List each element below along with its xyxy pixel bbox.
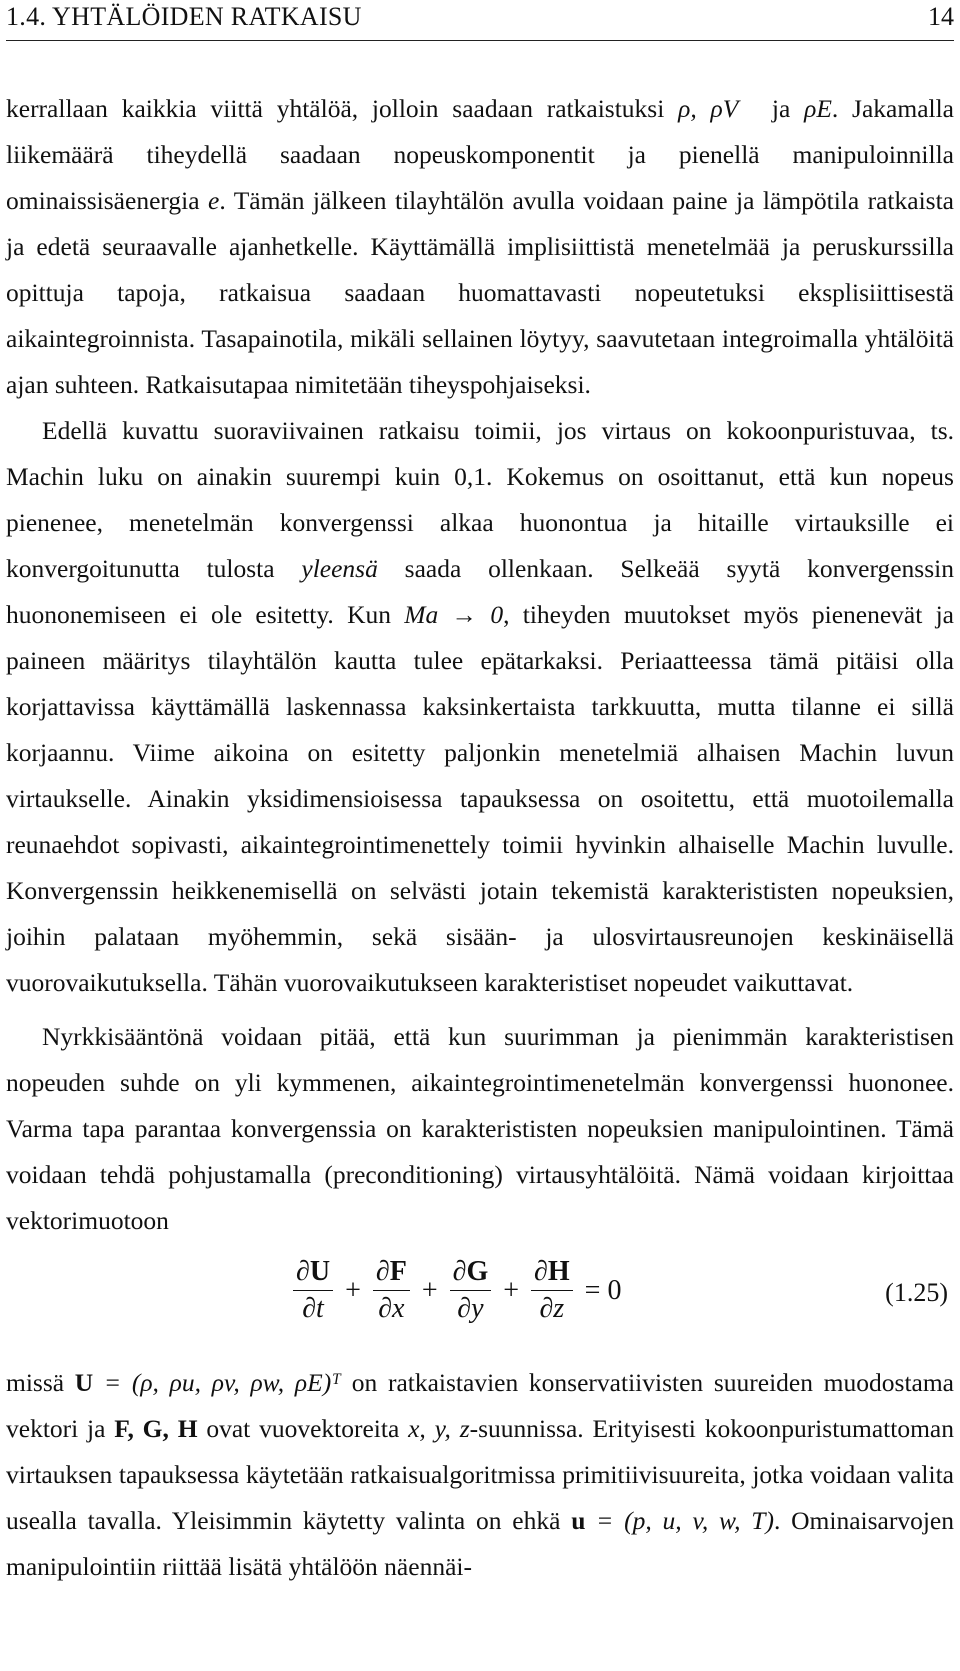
running-header (6, 0, 954, 41)
text: Edellä kuvattu suoraviivainen ratkaisu toimii, jos virtaus on kokoonpuristuvaa, ts. Machin luku on ainakin suurempi kuin 0,1. Kokemus on osoittanut, että kun nopeus pienenee, menetelmän konvergenssi alkaa huonontua ja hitaille virtauksille ei konvergoitunutta tulosta (6, 416, 954, 583)
text: . Tämän jälkeen tilayhtälön avulla voidaan paine ja lämpötila ratkaista ja edetä seuraavalle ajanhetkelle. Käyttämällä implisiittistä menetelmää ja peruskurssilla opittuja tapoja, ratkaisua saadaan huomattavasti nopeutetuksi eksplisiittisestä aikaintegroinnista. Tasapainotila, mikäli sellainen löytyy, saavutetaan integroimalla yhtälöitä ajan suhteen. Ratkaisutapaa nimitetään tiheyspohjaiseksi. (6, 186, 954, 399)
fraction (450, 1256, 492, 1325)
plus-sign: + (345, 1274, 361, 1306)
text: ovat vuovektoreita (197, 1414, 409, 1443)
math-bold: u (571, 1506, 586, 1535)
math-inline: ρ, ρV⃗ (678, 94, 759, 123)
text: -suunnissa. Erityisesti kokoonpuristumattoman virtauksen tapauksessa käytetään ratkaisualgoritmissa primitiivisuureita, jotka voidaan valita usealla tavalla. Yleisimmin käytetty valinta on ehkä (6, 1414, 955, 1535)
paragraph-4 (6, 1360, 954, 1590)
text: . Jakamalla liikemäärä tiheydellä saadaan nopeuskomponentit ja pienellä manipuloinnilla ominaissisäenergia (6, 94, 955, 215)
math-inline: e (208, 186, 220, 215)
equation-rhs: = 0 (584, 1274, 622, 1306)
math-inline: = (ρ, ρu, ρv, ρw, ρE)ᵀ (93, 1368, 342, 1397)
math-inline: = (p, u, v, w, T) (585, 1506, 774, 1535)
paragraph-3 (6, 1014, 954, 1244)
paragraph-1 (6, 86, 954, 408)
fraction (373, 1256, 410, 1325)
fraction (531, 1256, 573, 1325)
text: kerrallaan kaikkia viittä yhtälöä, jolloin saadaan ratkaistuksi (6, 94, 679, 123)
text: . Ominaisarvojen manipulointiin riittää lisätä yhtälöön näennäi- (6, 1506, 954, 1581)
plus-sign: + (503, 1274, 520, 1306)
equation-1-25 (6, 1250, 954, 1346)
numerator: ∂U (293, 1256, 333, 1291)
math-bold: U (74, 1368, 94, 1397)
denominator: ∂y (457, 1293, 484, 1324)
numerator: ∂F (373, 1256, 410, 1291)
equation-body (289, 1256, 629, 1325)
text: ja (758, 94, 805, 123)
denominator: ∂z (539, 1293, 565, 1324)
page-body (6, 86, 954, 1590)
equation-number: (1.25) (885, 1278, 948, 1307)
math-inline: x, y, z (408, 1414, 470, 1443)
math-inline: Ma → 0 (404, 600, 504, 629)
text: on ratkaistavien konservatiivisten suureiden muodostama vektori ja (6, 1368, 954, 1443)
emphasis: yleensä (301, 554, 378, 583)
math-inline: ρE (804, 94, 832, 123)
text: Nyrkkisääntönä voidaan pitää, että kun suurimman ja pienimmän karakteristisen nopeuden suhde on yli kymmenen, aikaintegrointimenetelmän konvergenssi huononee. Varma tapa parantaa konvergenssia on karakterististen nopeuksien manipulointinen. Tämä voidaan tehdä pohjustamalla (preconditioning) virtausyhtälöitä. Nämä voidaan kirjoittaa vektorimuotoon (6, 1022, 954, 1235)
fraction (293, 1256, 333, 1325)
page-number: 14 (928, 2, 954, 31)
numerator: ∂G (450, 1256, 492, 1291)
text: , tiheyden muutokset myös pienenevät ja paineen määritys tilayhtälön kautta tulee epätarkaksi. Periaatteessa tämä pitäisi olla korjattavissa käyttämällä laskennassa kaksinkertaista tarkkuutta, mutta tilanne ei sillä korjaannu. Viime aikoina on esitetty paljonkin menetelmiä alhaisen Machin luvun virtaukselle. Ainakin yksidimensioisessa tapauksessa on osoitettu, että muotoilemalla reunaehdot sopivasti, aikaintegrointimenettely toimii hyvinkin alhaiselle Machin luvulle. Konvergenssin heikkenemisellä on selvästi jotain tekemistä karakterististen nopeuksien, joihin palataan myöhemmin, sekä sisään- ja ulosvirtausreunojen keskinäisellä vuorovaikutuksella. Tähän vuorovaikutukseen karakteristiset nopeudet vaikuttavat. (6, 600, 954, 997)
text: missä (6, 1368, 75, 1397)
text: saada ollenkaan. Selkeää syytä konvergenssin huononemiseen ei ole esitetty. Kun (6, 554, 954, 629)
paragraph-2 (6, 408, 954, 1006)
math-bold: F, G, H (114, 1414, 198, 1443)
numerator: ∂H (531, 1256, 573, 1291)
denominator: ∂x (378, 1293, 405, 1324)
section-title: 1.4. YHTÄLÖIDEN RATKAISU (6, 2, 362, 31)
plus-sign: + (421, 1274, 438, 1306)
denominator: ∂t (302, 1293, 324, 1324)
